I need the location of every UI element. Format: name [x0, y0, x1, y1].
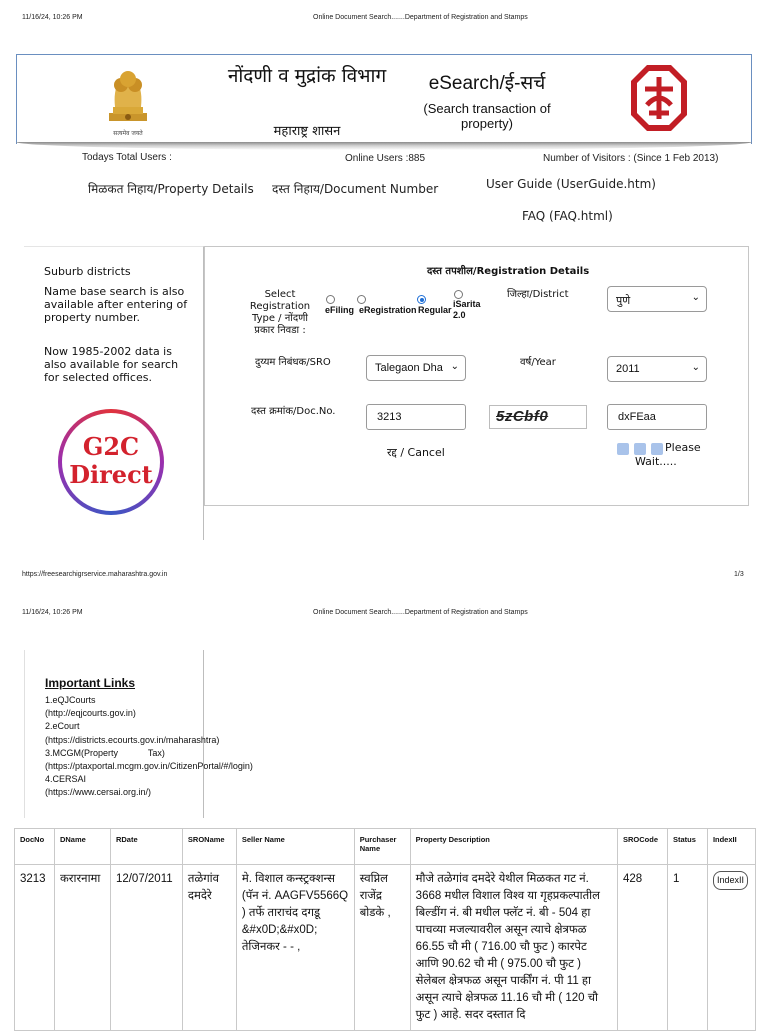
radio-eregistration[interactable]: [357, 295, 366, 304]
department-logo-icon: [627, 61, 691, 135]
print-footer-url: https://freesearchigrservice.maharashtra.gov.in: [22, 571, 168, 578]
docno-input[interactable]: 3213: [366, 404, 466, 430]
link-cersai[interactable]: 4.CERSAI: [45, 774, 87, 785]
cell-srocode: 428: [618, 865, 668, 1031]
link-ecourt-url[interactable]: (https://districts.ecourts.gov.in/maharashtra): [45, 734, 220, 745]
print-timestamp-2: 11/16/24, 10:26 PM: [22, 609, 83, 616]
total-users-stat: Todays Total Users :: [82, 152, 172, 163]
col-docno: DocNo: [15, 829, 55, 865]
loading-square-icon: [617, 443, 629, 455]
important-links-list: [45, 694, 325, 800]
chevron-down-icon: ⌄: [691, 362, 700, 373]
chevron-down-icon: ⌄: [450, 361, 459, 372]
cell-status: 1: [667, 865, 707, 1031]
col-purchaser: Purchaser Name: [354, 829, 410, 865]
district-select[interactable]: [607, 286, 707, 312]
col-indexii: IndexII: [707, 829, 755, 865]
data-availability-note: Now 1985-2002 data is also available for search for selected offices.: [44, 345, 179, 384]
nav-user-guide[interactable]: User Guide (UserGuide.htm): [486, 177, 656, 191]
form-heading: दस्त तपशील/Registration Details: [427, 266, 590, 277]
year-label: वर्ष/Year: [520, 357, 556, 368]
department-subtitle: महाराष्ट्र शासन: [273, 124, 341, 139]
cell-seller: मे. विशाल कन्स्ट्रक्शन्स (पॅन नं. AAGFV5566Q ) तर्फे ताराचंद दगडू &#x0D;&#x0D; तेजिनकर - - ,: [236, 865, 354, 1031]
name-search-note: Name base search is also available after entering of property number.: [44, 285, 188, 324]
cell-docno: 3213: [15, 865, 55, 1031]
radio-isarita[interactable]: [454, 290, 463, 299]
department-title: नोंदणी व मुद्रांक विभाग: [227, 65, 387, 87]
important-links-panel: [24, 650, 253, 818]
registration-type-label: Select Registration Type / नोंदणी प्रकार निवडा :: [249, 289, 311, 336]
district-select-value: पुणे: [616, 295, 631, 307]
nav-faq[interactable]: FAQ (FAQ.html): [522, 209, 613, 223]
district-label: जिल्हा/District: [507, 289, 569, 300]
radio-regular[interactable]: [417, 295, 426, 304]
print-footer-page: 1/3: [734, 571, 744, 578]
info-sidebar: [24, 246, 204, 540]
esearch-subtitle: (Search transaction of property): [423, 101, 551, 131]
g2c-logo-line2: Direct: [69, 460, 153, 489]
cell-dname: करारनामा: [54, 865, 110, 1031]
sro-select[interactable]: [366, 355, 466, 381]
link-cersai-url[interactable]: (https://www.cersai.org.in/): [45, 787, 152, 798]
g2c-logo-line1: G2C: [82, 432, 140, 461]
captcha-image: 5zCbf0: [489, 405, 587, 429]
radio-efiling-label: eFiling: [325, 305, 354, 315]
print-page-title-2: Online Document Search.......Department of Registration and Stamps: [313, 609, 528, 616]
docno-label: दस्त क्रमांक/Doc.No.: [251, 406, 336, 417]
col-seller: Seller Name: [236, 829, 354, 865]
nav-document-number[interactable]: दस्त निहाय/Document Number: [272, 182, 439, 196]
print-page-title: Online Document Search.......Department of Registration and Stamps: [313, 14, 528, 21]
cell-description: मौजे तळेगांव दमदेरे येथील मिळकत गट नं. 3668 मधील विशाल विश्व या गृहप्रकल्पातील बिल्डींग नं. बी मधील फ्लॅट नं. बी - 504 हा पाचव्या मजल्यावरील असून त्याचे क्षेत्रफळ 66.55 चौ मी ( 716.00 चौ फुट ) कारपेट आणि 90.62 चौ मी ( 975.00 चौ फुट ) सेलेबल क्षेत्रफळ असून पार्कींग नं. पी 11 हा असून त्याचे क्षेत्रफळ 11.16 चौ मी ( 120 चौ फुट ) आहे. सदर दस्तात दि: [410, 865, 617, 1031]
please-wait-text: Please Wait.....: [635, 441, 701, 468]
col-srocode: SROCode: [618, 829, 668, 865]
radio-efiling[interactable]: [326, 295, 335, 304]
nav-property-details[interactable]: मिळकत निहाय/Property Details: [88, 182, 254, 196]
col-status: Status: [667, 829, 707, 865]
banner-shadow: [16, 142, 752, 150]
link-ejcourts-url[interactable]: (http://eqjcourts.gov.in): [45, 708, 136, 719]
link-mcgm[interactable]: 3.MCGM(Property Tax): [45, 747, 165, 758]
indexii-button[interactable]: IndexII: [713, 871, 748, 890]
site-banner: [16, 54, 752, 144]
state-emblem-icon: [95, 61, 161, 141]
table-row: [15, 865, 756, 1031]
important-links-title: Important Links: [45, 676, 136, 690]
year-select-value: 2011: [616, 363, 640, 375]
sro-label: दुय्यम निबंधक/SRO: [255, 357, 331, 368]
year-select[interactable]: [607, 356, 707, 382]
print-timestamp: 11/16/24, 10:26 PM: [22, 14, 83, 21]
cancel-button[interactable]: रद्द / Cancel: [387, 446, 445, 459]
results-table: [14, 828, 756, 1031]
cell-sroname: तळेगांव दमदेरे: [182, 865, 236, 1031]
cell-rdate: 12/07/2011: [110, 865, 182, 1031]
link-mcgm-url[interactable]: (https://ptaxportal.mcgm.gov.in/CitizenPortal/#/login): [45, 761, 253, 772]
col-dname: DName: [54, 829, 110, 865]
captcha-input[interactable]: dxFEaa: [607, 404, 707, 430]
registration-search-form: [204, 246, 749, 506]
table-header-row: [15, 829, 756, 865]
suburb-districts-text: Suburb districts: [44, 265, 131, 278]
esearch-title: eSearch/ई-सर्च: [428, 73, 546, 94]
cell-purchaser: स्वप्निल राजेंद्र बोडके ,: [354, 865, 410, 1031]
col-sroname: SROName: [182, 829, 236, 865]
radio-isarita-label: iSarita 2.0: [453, 299, 481, 320]
link-ecourt[interactable]: 2.eCourt: [45, 721, 80, 732]
chevron-down-icon: ⌄: [691, 292, 700, 303]
g2c-direct-logo[interactable]: [58, 409, 164, 515]
link-ejcourts[interactable]: 1.eQJCourts: [45, 695, 96, 705]
visitors-stat: Number of Visitors : (Since 1 Feb 2013): [543, 153, 719, 164]
radio-regular-label: Regular: [418, 305, 452, 315]
col-rdate: RDate: [110, 829, 182, 865]
emblem-motto: सत्यमेव जयते: [113, 130, 143, 137]
col-description: Property Description: [410, 829, 617, 865]
cell-indexii: [707, 865, 755, 1031]
online-users-stat: Online Users :885: [345, 153, 426, 164]
radio-eregistration-label: eRegistration: [359, 305, 417, 315]
sro-select-value: Talegaon Dha: [375, 362, 443, 374]
